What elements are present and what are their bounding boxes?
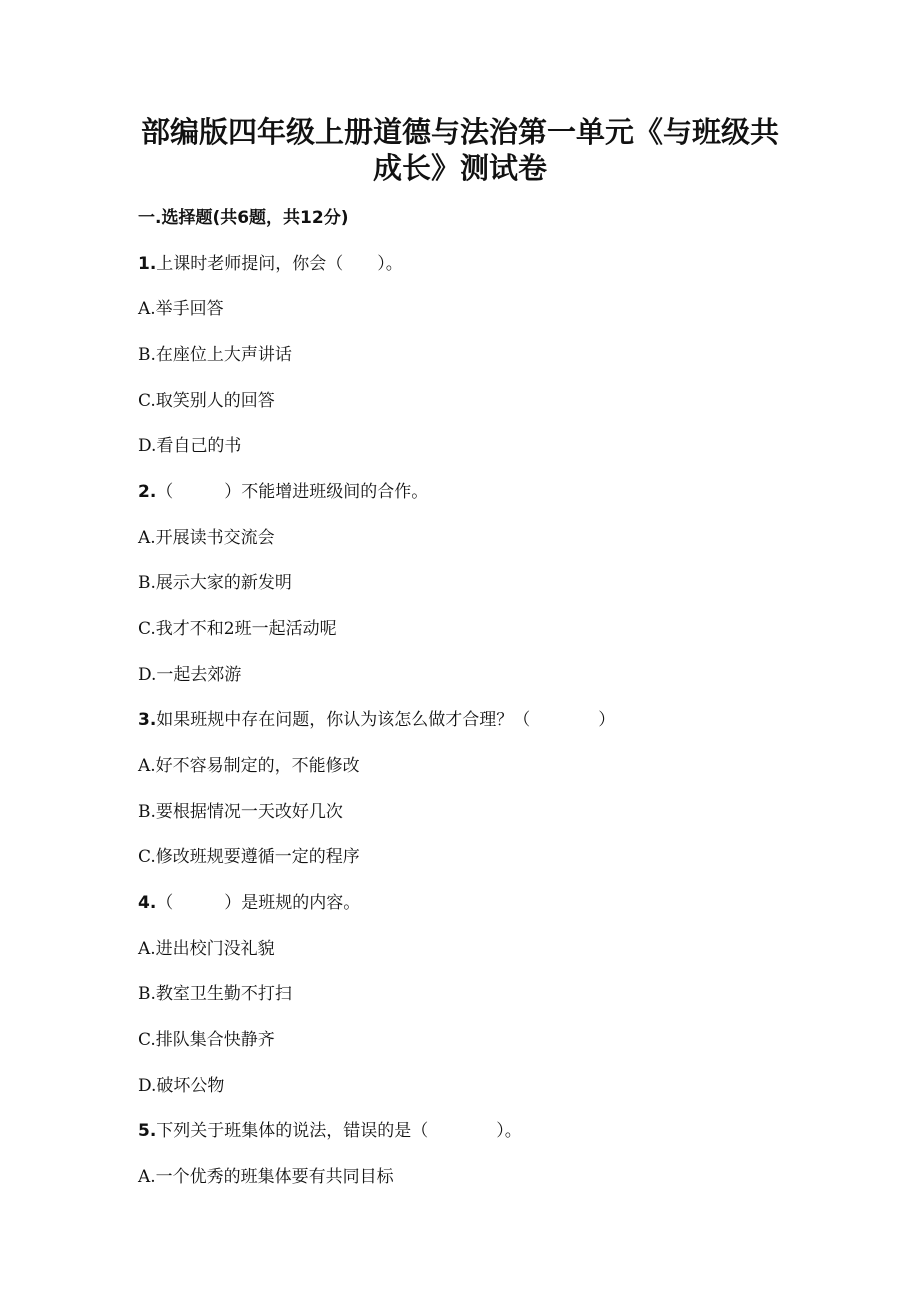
question-stem: 上课时老师提问，你会（ ）。: [156, 254, 403, 274]
question-1: [138, 252, 403, 276]
option-3a: A.好不容易制定的，不能修改: [138, 756, 360, 776]
option-3b: B.要根据情况一天改好几次: [138, 802, 343, 822]
question-2: [138, 480, 428, 504]
option-1a: A.举手回答: [138, 299, 224, 319]
option-2a: A.开展读书交流会: [138, 528, 275, 548]
option-1c: C.取笑别人的回答: [138, 391, 275, 411]
option-4d: D.破坏公物: [138, 1076, 225, 1096]
question-stem: 如果班规中存在问题，你认为该怎么做才合理？（ ）: [156, 710, 616, 730]
option-2d: D.一起去郊游: [138, 665, 242, 685]
question-number: 3.: [138, 710, 157, 730]
document-title-line-1: 部编版四年级上册道德与法治第一单元《与班级共: [140, 115, 779, 149]
document-title-line-2: 成长》测试卷: [372, 151, 547, 185]
section-heading: 一.选择题(共6题，共12分): [138, 208, 349, 228]
option-3c: C.修改班规要遵循一定的程序: [138, 847, 360, 867]
question-4: [138, 891, 360, 915]
question-number: 5.: [138, 1121, 157, 1141]
option-2c: C.我才不和2班一起活动呢: [138, 619, 337, 639]
option-4c: C.排队集合快静齐: [138, 1030, 275, 1050]
question-3: [138, 708, 615, 732]
question-number: 1.: [138, 254, 157, 274]
question-5: [138, 1119, 522, 1143]
option-5a: A.一个优秀的班集体要有共同目标: [138, 1167, 394, 1187]
question-number: 2.: [138, 482, 157, 502]
option-4b: B.教室卫生勤不打扫: [138, 984, 292, 1004]
question-stem: （ ）不能增进班级间的合作。: [156, 482, 429, 502]
question-stem: 下列关于班集体的说法，错误的是（ ）。: [156, 1121, 522, 1141]
option-1d: D.看自己的书: [138, 436, 242, 456]
question-stem: （ ）是班规的内容。: [156, 893, 361, 913]
question-number: 4.: [138, 893, 157, 913]
option-2b: B.展示大家的新发明: [138, 573, 292, 593]
option-1b: B.在座位上大声讲话: [138, 345, 292, 365]
option-4a: A.进出校门没礼貌: [138, 939, 275, 959]
